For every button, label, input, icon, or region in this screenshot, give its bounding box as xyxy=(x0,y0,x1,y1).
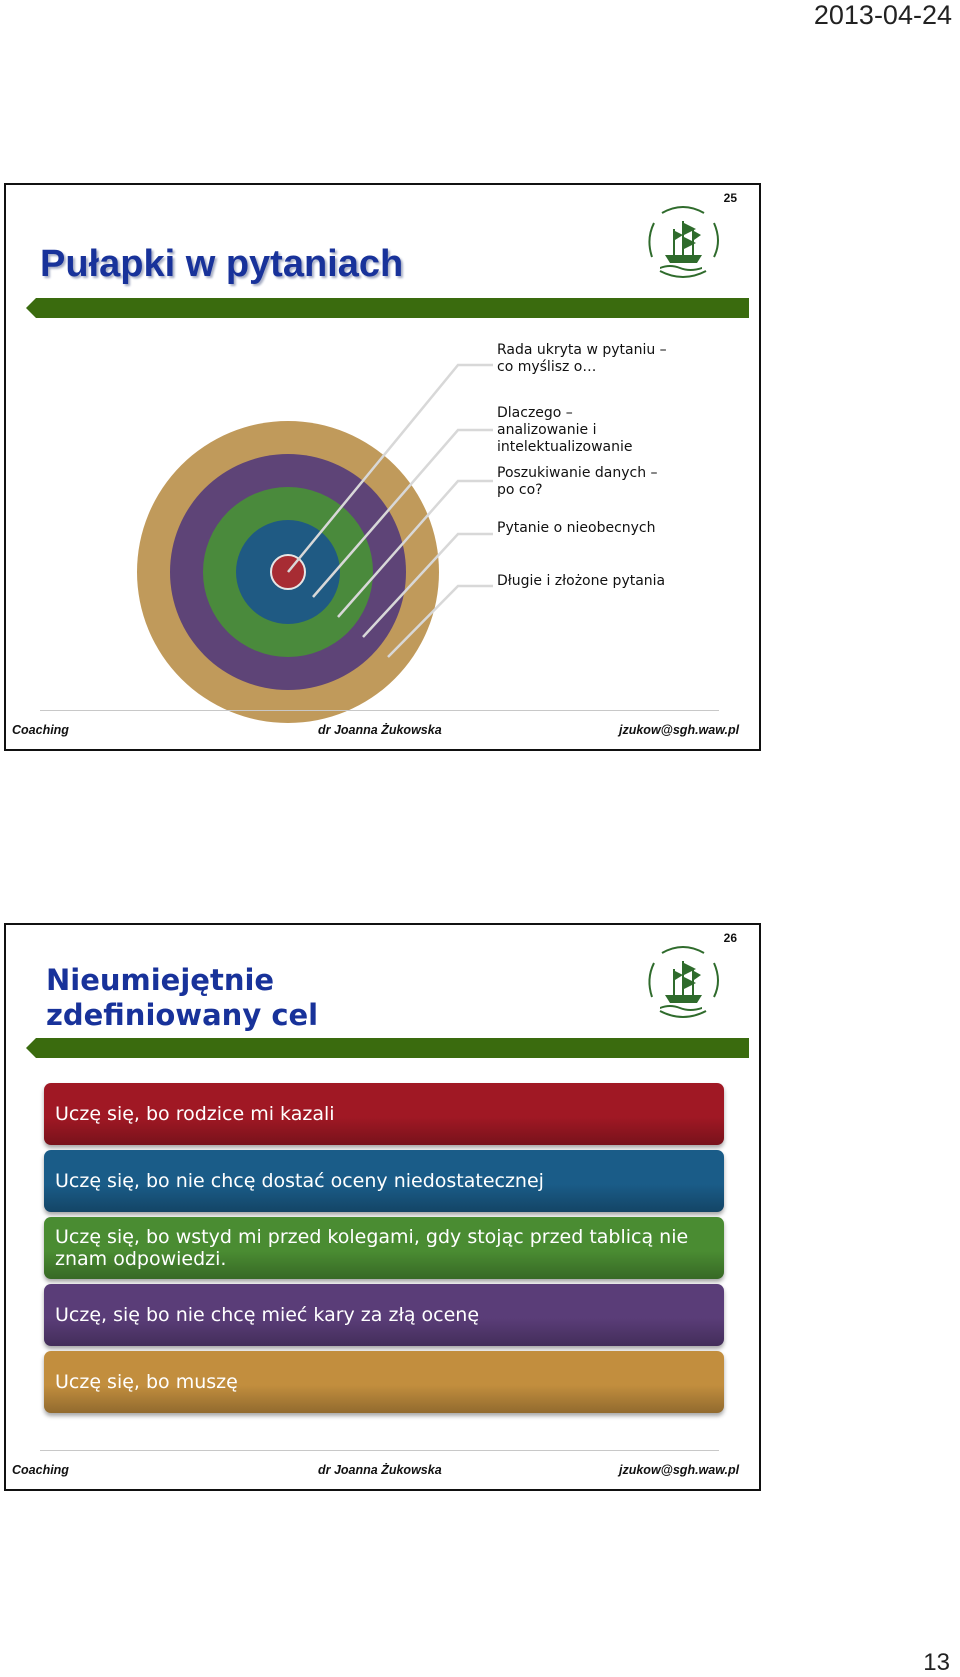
slide-title-line: Nieumiejętnie xyxy=(46,963,275,997)
slide-26 xyxy=(4,923,761,1491)
reason-text: Uczę się, bo nie chcę dostać oceny niedostatecznej xyxy=(55,1170,544,1192)
reason-text: Uczę się, bo rodzice mi kazali xyxy=(55,1103,335,1125)
reason-text: Uczę, się bo nie chcę mieć kary za złą ocenę xyxy=(55,1304,480,1326)
reason-bar xyxy=(44,1284,724,1346)
reason-text: Uczę się, bo wstyd mi przed kolegami, gdy stojąc przed tablicą nie znam odpowiedzi. xyxy=(55,1226,689,1270)
reason-bar xyxy=(44,1351,724,1413)
target-label: Dlaczego – analizowanie i intelektualizowanie xyxy=(497,405,633,455)
footer-divider xyxy=(40,710,719,711)
reason-bar xyxy=(44,1150,724,1212)
slide-title-line: zdefiniowany cel xyxy=(46,998,319,1032)
footer-email: jzukow@sgh.waw.pl xyxy=(619,1463,740,1477)
slide-title xyxy=(46,963,318,1033)
target-label: Poszukiwanie danych – po co? xyxy=(497,465,658,498)
footer-divider xyxy=(40,1450,719,1451)
reason-bar xyxy=(44,1217,724,1279)
reason-text: Uczę się, bo muszę xyxy=(55,1371,238,1393)
slide-number: 26 xyxy=(723,931,737,945)
page-number: 13 xyxy=(923,1649,950,1676)
target-label: Pytanie o nieobecnych xyxy=(497,520,656,536)
target-label: Rada ukryta w pytaniu – co myślisz o… xyxy=(497,342,667,375)
footer-course: Coaching xyxy=(12,723,69,737)
slide-number: 25 xyxy=(723,191,737,205)
footer-author: dr Joanna Żukowska xyxy=(318,723,442,737)
footer-course: Coaching xyxy=(12,1463,69,1477)
footer-email: jzukow@sgh.waw.pl xyxy=(619,723,740,737)
target-label: Długie i złożone pytania xyxy=(497,573,666,589)
page-date: 2013-04-24 xyxy=(813,0,952,30)
slide-title: Pułapki w pytaniach xyxy=(40,243,404,285)
university-logo-icon xyxy=(640,939,726,1025)
footer-author: dr Joanna Żukowska xyxy=(318,1463,442,1477)
title-underline-bar xyxy=(26,1038,749,1058)
reason-bar xyxy=(44,1083,724,1145)
slide-25 xyxy=(4,183,761,751)
